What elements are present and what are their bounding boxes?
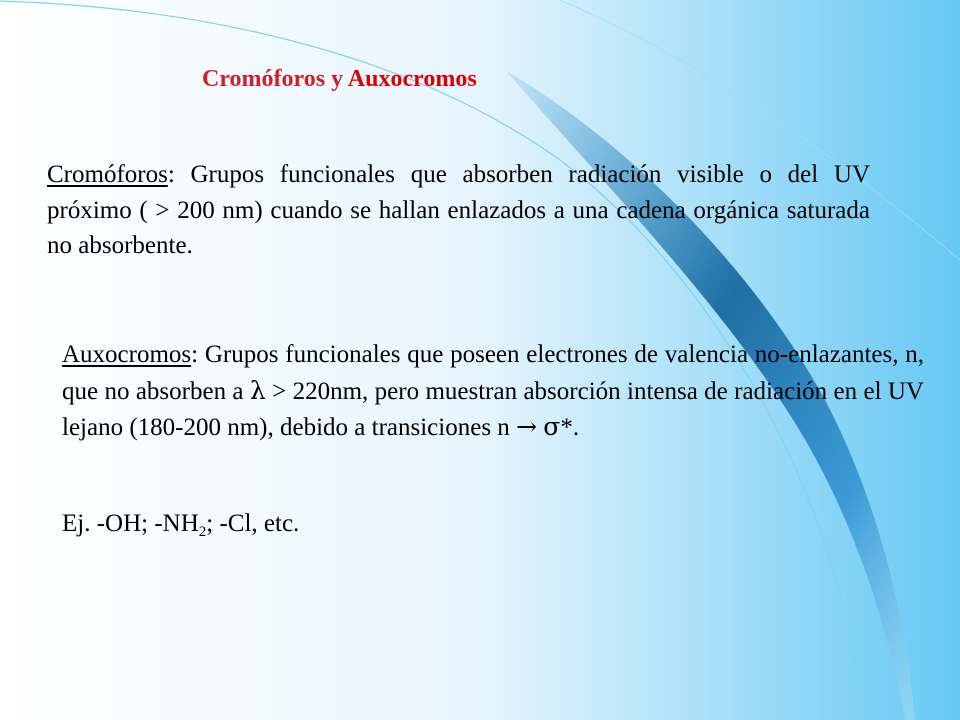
title-part-2: Auxocromos (347, 66, 477, 92)
chromophores-text: : Grupos funcionales que absorben radiación visible o del UV próximo ( > 200 nm) cuando se hallan enlazados a una cadena orgánica saturada no absorbente. (47, 161, 870, 259)
auxochromes-text-2: > 220nm, pero muestran absorción intensa de radiación en el UV lejano (180-200 nm), debido a transiciones n (62, 377, 924, 441)
lambda-symbol: λ (249, 375, 266, 405)
title-part-1: Cromóforos y (202, 66, 348, 92)
auxochromes-term: Auxocromos (62, 341, 192, 368)
chromophores-term: Cromóforos (47, 161, 168, 188)
example-text-1: Ej. -OH; -NH (62, 510, 199, 537)
example-line (62, 506, 299, 542)
slide-title (202, 62, 477, 96)
auxochromes-text-4: *. (560, 414, 580, 441)
example-text-2: ; -Cl, etc. (206, 510, 300, 537)
chromophores-definition (47, 157, 870, 264)
auxochromes-text-1: : Grupos funcionales que poseen electrones de valencia no-enlazantes, n, que no absorben a (62, 341, 924, 405)
auxochromes-definition (62, 337, 924, 446)
sigma-symbol: σ (543, 412, 561, 441)
arrow-symbol: → (516, 412, 538, 441)
example-subscript: 2 (198, 524, 207, 540)
